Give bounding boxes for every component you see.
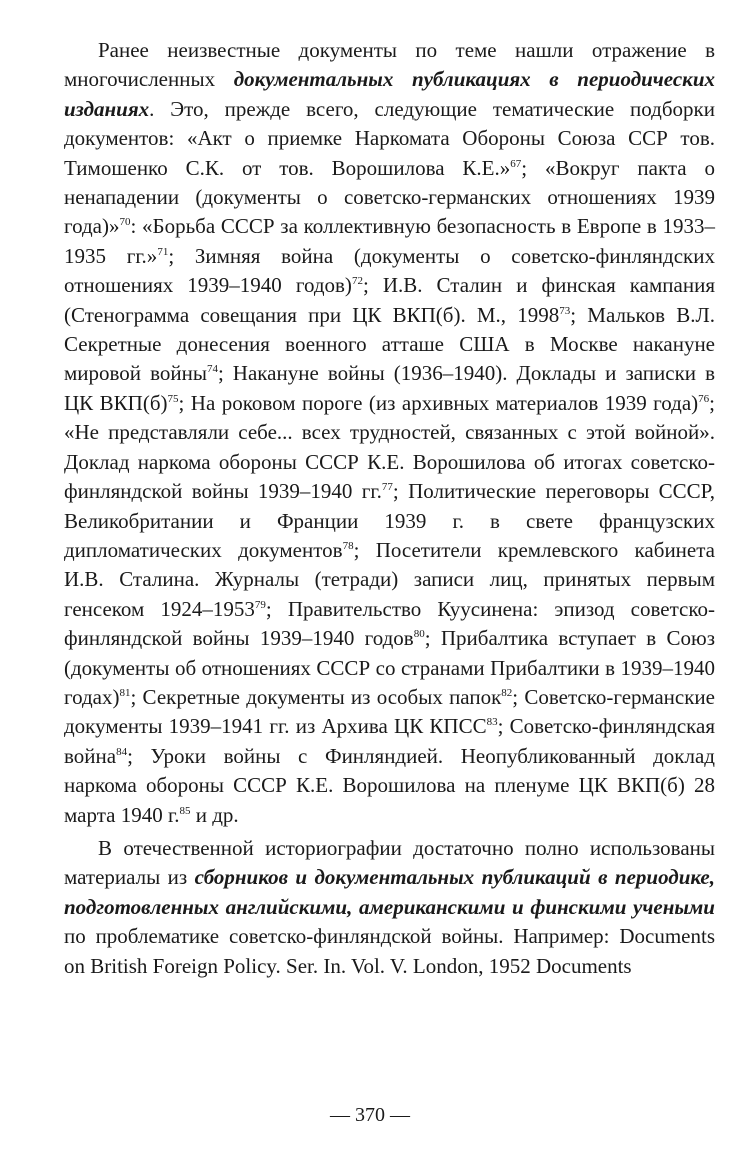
text-run: по проблематике советско-финляндской войны. Например: Documents on British Foreign Policy. Ser. In. Vol. V. London, 1952 Documents — [64, 924, 715, 978]
text-run: ; Мальков В.Л. Секретные донесения военного атташе США в Москве накануне мировой войны — [64, 302, 715, 386]
text-run: . Это, прежде всего, следующие тематические подборки документов: «Акт о приемке Наркомата Обороны Союза ССР тов. Тимошенко С.К. от тов. Ворошилова К.Е.» — [64, 96, 715, 180]
footnote-ref: 70 — [119, 216, 131, 229]
footnote-ref: 67 — [510, 157, 522, 170]
paragraph — [64, 834, 715, 981]
footnote-ref: 76 — [698, 392, 710, 405]
footnote-ref: 75 — [167, 392, 179, 405]
text-run: ; Прибалтика вступает в Союз (документы об отношениях СССР со странами Прибалтики в 1939–1940 годах) — [64, 626, 715, 709]
footnote-ref: 74 — [206, 363, 218, 376]
footnote-ref: 79 — [254, 598, 266, 611]
footnote-ref: 81 — [119, 686, 131, 699]
footnote-ref: 71 — [157, 245, 169, 258]
text-run: ; Уроки войны с Финляндией. Неопубликованный доклад наркома обороны СССР К.Е. Ворошилова на пленуме ЦК ВКП(б) 28 марта 1940 г. — [64, 743, 715, 827]
footnote-ref: 78 — [342, 539, 354, 552]
text-run: ; Секретные документы из особых папок — [130, 684, 502, 709]
text-run: ; Правительство Куусинена: эпизод советско-финляндской войны 1939–1940 годов — [64, 596, 715, 651]
text-run: ; Накануне войны (1936–1940). Доклады и записки в ЦК ВКП(б) — [64, 361, 715, 415]
page-body — [64, 36, 715, 981]
text-run: ; Советско-финляндская война — [64, 714, 716, 768]
text-run: ; «Не представляли себе... всех трудностей, связанных с этой войной». Доклад наркома обороны СССР К.Е. Ворошилова об итогах советско-финляндской войны 1939–1940 гг. — [64, 390, 715, 504]
text-run: ; И.В. Сталин и финская кампания (Стенограмма совещания при ЦК ВКП(б). М., 1998 — [64, 273, 715, 327]
text-run: ; Политические переговоры СССР, Великобритании и Франции 1939 г. в свете французских дипломатических документов — [64, 479, 715, 562]
emphasis-text: сборников и документальных публикаций в периодике, подготовленных английскими, американскими и финскими учеными — [64, 865, 715, 919]
footnote-ref: 73 — [559, 304, 571, 317]
footnote-ref: 72 — [351, 275, 363, 288]
footnote-ref: 84 — [116, 745, 128, 758]
text-run: В отечественной историографии достаточно полно использованы материалы из — [64, 835, 715, 890]
page-number: — 370 — — [330, 1104, 410, 1126]
text-run: ; Советско-германские документы 1939–1941 гг. из Архива ЦК КПСС — [64, 684, 715, 739]
emphasis-text: документальных публикациях в периодических изданиях — [64, 67, 715, 121]
footnote-ref: 77 — [381, 481, 393, 494]
text-run: ; Посетители кремлевского кабинета И.В. Сталина. Журналы (тетради) записи лиц, принятых первым генсеком 1924–1953 — [64, 537, 715, 621]
text-run: Ранее неизвестные документы по теме нашли отражение в многочисленных — [64, 38, 715, 92]
text-run: ; На роковом пороге (из архивных материалов 1939 года) — [178, 390, 699, 415]
footnote-ref: 85 — [179, 804, 191, 817]
footnote-ref: 82 — [501, 686, 513, 699]
footnote-ref: 80 — [413, 628, 425, 641]
footnote-ref: 83 — [486, 716, 498, 729]
text-run: ; Зимняя война (документы о советско-финляндских отношениях 1939–1940 годов) — [64, 243, 715, 298]
text-run: ; «Вокруг пакта о ненападении (документы о советско-германских отношениях 1939 года)» — [64, 155, 715, 239]
text-run: : «Борьба СССР за коллективную безопасность в Европе в 1933–1935 гг.» — [64, 214, 715, 268]
text-run: и др. — [190, 802, 239, 827]
paragraph — [64, 36, 715, 830]
